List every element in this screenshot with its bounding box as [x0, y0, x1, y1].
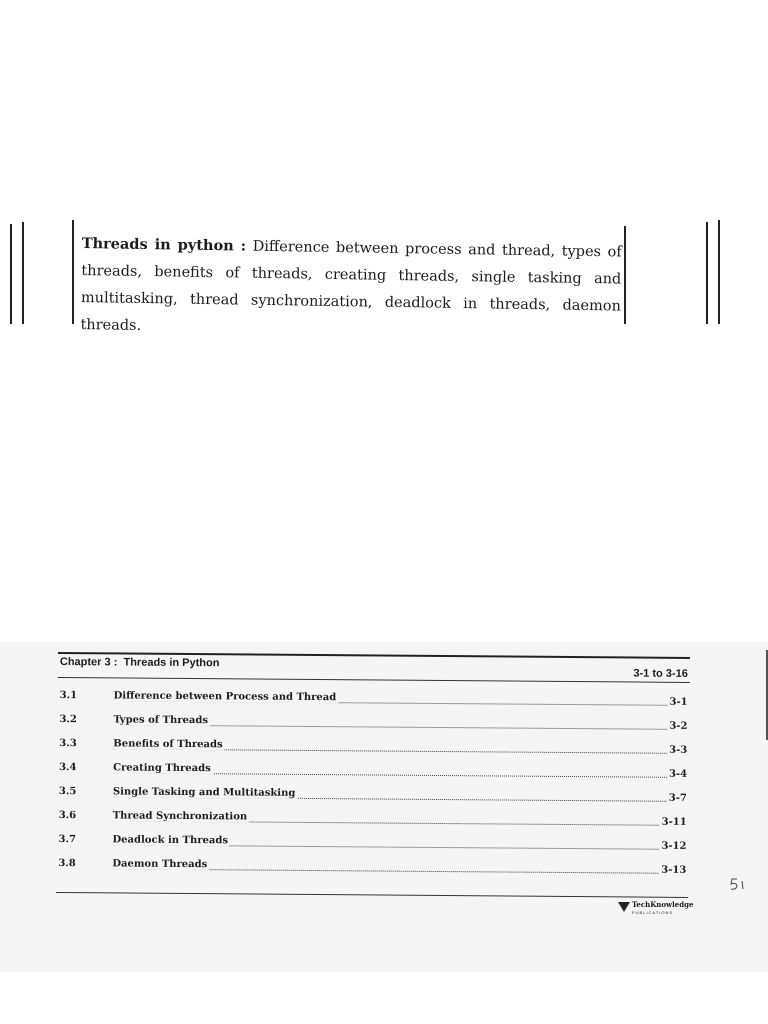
toc-entry-number: 3.6 — [58, 810, 77, 822]
toc-entry-page: 3-4 — [668, 768, 688, 780]
handwritten-five — [731, 879, 737, 889]
toc-entry-number: 3.4 — [59, 762, 77, 774]
frame-line-right-3 — [718, 220, 720, 324]
logo-subtext: PUBLICATIONS — [632, 910, 674, 915]
toc-entry-page: 3-11 — [661, 816, 687, 828]
toc-entry-page: 3-2 — [669, 720, 688, 732]
toc-entry-title: Thread Synchronization — [112, 810, 248, 823]
handwritten-one — [742, 881, 743, 889]
frame-line-left-3 — [72, 220, 74, 324]
toc-entry-page: 3-1 — [669, 696, 688, 708]
toc-entry-title: Daemon Threads — [112, 858, 208, 871]
toc-entry-title: Benefits of Threads — [113, 738, 223, 751]
handwritten-mark — [728, 876, 754, 892]
chapter-heading — [60, 656, 220, 669]
toc-entry-page: 3-12 — [661, 840, 687, 852]
syllabus-text: Difference between process and thread, types of threads, benefits of threads, creating threads, single tasking and multitasking, thread synchronization, deadlock in threads, daemon threads. — [80, 238, 622, 334]
syllabus-paragraph — [80, 230, 622, 347]
toc-entry-number: 3.2 — [59, 714, 77, 726]
logo-icon — [618, 902, 630, 912]
logo-brand: TechKnowledge — [632, 900, 694, 909]
chapter-title: Threads in Python — [123, 656, 220, 670]
toc-entry-title: Deadlock in Threads — [112, 834, 229, 847]
frame-line-right-1 — [624, 226, 626, 324]
chapter-label: Chapter 3 : — [59, 656, 118, 669]
toc-entry-title: Types of Threads — [113, 714, 209, 727]
publisher-logo — [618, 900, 694, 920]
toc-entry-number: 3.7 — [58, 834, 76, 846]
toc-entry-page: 3-13 — [661, 864, 687, 876]
toc-entry-title: Difference between Process and Thread — [113, 690, 337, 704]
toc-entry-title: Creating Threads — [113, 762, 211, 775]
toc-entry-number: 3.3 — [59, 738, 77, 750]
chapter-page-range: 3-1 to 3-16 — [633, 667, 688, 680]
toc-entry-number: 3.5 — [58, 786, 77, 798]
toc-entry-number: 3.8 — [58, 858, 76, 870]
toc-entry-page: 3-3 — [669, 744, 688, 756]
toc-entry-number: 3.1 — [59, 690, 78, 702]
syllabus-heading: Threads in python : — [81, 234, 247, 255]
frame-line-right-2 — [706, 222, 708, 324]
toc-entry-page: 3-7 — [668, 792, 687, 804]
toc-entry-title: Single Tasking and Multitasking — [112, 786, 296, 799]
frame-line-left-1 — [10, 224, 12, 324]
frame-line-left-2 — [22, 222, 24, 324]
